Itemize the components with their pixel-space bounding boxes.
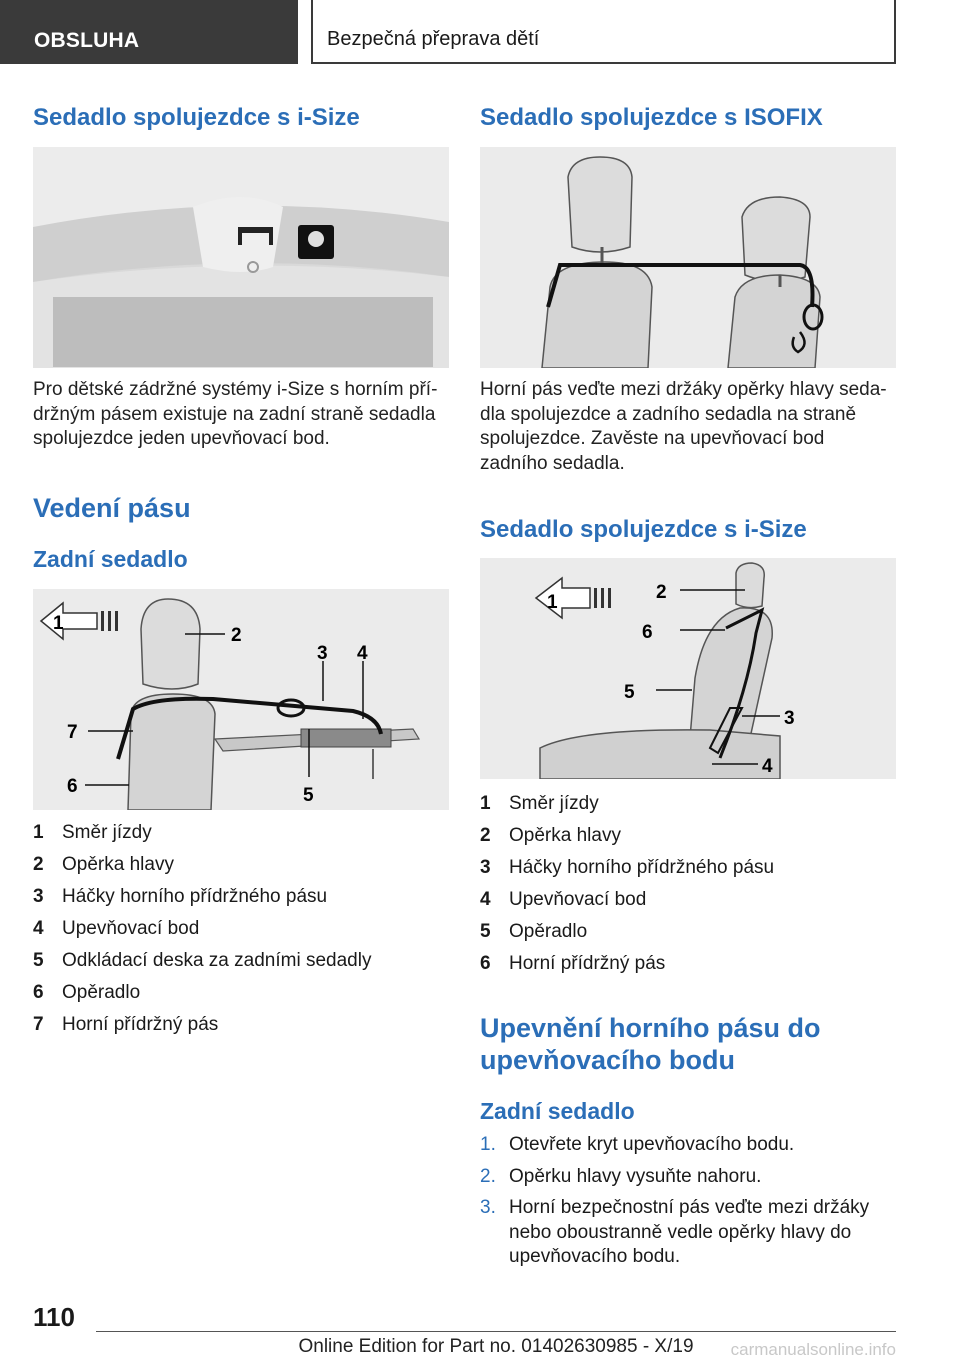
legend-item: 4 Upevňovací bod (33, 918, 200, 939)
heading-attach-top-belt: Upevnění horního pásu do upevňovacího bodu (480, 1013, 821, 1075)
legend-item: 3 Háčky horního přídržného pásu (33, 886, 328, 907)
fig2-label-1: 1 (53, 613, 64, 634)
heading-rear-seat-right: Zadní sedadlo (480, 1098, 635, 1124)
page-header (0, 0, 960, 66)
fig2-label-3: 3 (317, 643, 328, 664)
legend-item: 3 Háčky horního přídržného pásu (480, 857, 775, 878)
section-label: OBSLUHA (0, 0, 298, 64)
legend-rear-seat (33, 821, 449, 1045)
fig2-label-2: 2 (231, 625, 242, 646)
fig4-label-6: 6 (642, 622, 653, 643)
figure-rear-seat-belt (33, 589, 449, 810)
footer-divider (96, 1331, 896, 1332)
step-item: 1. Otevřete kryt upevňovacího bodu. (480, 1134, 795, 1155)
chapter-title: Bezpečná přeprava dětí (311, 0, 896, 64)
paragraph-isofix: Horní pás veďte mezi držáky opěrky hlavy seda‐dla spolujezdce a zadního sedadla na straně spolujezdce. Zavěste na upevňovací bod zadního sedadla. (480, 379, 887, 474)
legend-item: 2 Opěrka hlavy (33, 854, 174, 875)
steps-list (480, 1133, 896, 1277)
legend-item: 6 Horní přídržný pás (480, 953, 666, 974)
figure-isofix-seats (480, 147, 896, 368)
legend-isize-seat (480, 792, 896, 984)
heading-rear-seat-left: Zadní sedadlo (33, 546, 188, 572)
fig4-label-2: 2 (656, 582, 667, 603)
fig2-label-7: 7 (67, 722, 78, 743)
legend-item: 7 Horní přídržný pás (33, 1014, 219, 1035)
step-item: 2. Opěrku hlavy vysuňte nahoru. (480, 1165, 762, 1187)
step-item: 3. Horní bezpečnostní pás veďte mezi držáky nebo oboustranně vedle opěrky hlavy do upevňovacího bodu. (480, 1197, 870, 1267)
footer-edition: Online Edition for Part no. 01402630985 - X/19 (298, 1336, 694, 1357)
legend-item: 5 Opěradlo (480, 921, 588, 942)
legend-item: 1 Směr jízdy (33, 822, 152, 843)
figure-isize-anchor (33, 147, 449, 368)
heading-isofix: Sedadlo spolujezdce s ISOFIX (480, 104, 823, 131)
fig4-label-5: 5 (624, 682, 635, 703)
legend-item: 6 Opěradlo (33, 982, 141, 1003)
legend-item: 2 Opěrka hlavy (480, 825, 621, 846)
fig4-label-3: 3 (784, 708, 795, 729)
watermark: carmanualsonline.info (730, 1340, 896, 1359)
fig2-label-6: 6 (67, 776, 78, 797)
legend-item: 1 Směr jízdy (480, 793, 599, 814)
fig2-label-4: 4 (357, 643, 368, 664)
heading-belt-routing: Vedení pásu (33, 493, 191, 523)
fig4-label-4: 4 (762, 756, 773, 777)
paragraph-isize-left: Pro dětské zádržné systémy i-Size s horním pří‐držným pásem existuje na zadní straně sedadla spolujezdce jeden upevňovací bod. (33, 379, 438, 449)
heading-isize-right: Sedadlo spolujezdce s i-Size (480, 516, 807, 543)
legend-item: 5 Odkládací deska za zadními sedadly (33, 950, 372, 971)
heading-isize-left: Sedadlo spolujezdce s i-Size (33, 104, 360, 131)
fig4-label-1: 1 (547, 592, 558, 613)
figure-isize-seat (480, 558, 896, 779)
page-number: 110 (33, 1302, 75, 1332)
legend-item: 4 Upevňovací bod (480, 889, 647, 910)
fig2-label-5: 5 (303, 785, 314, 806)
